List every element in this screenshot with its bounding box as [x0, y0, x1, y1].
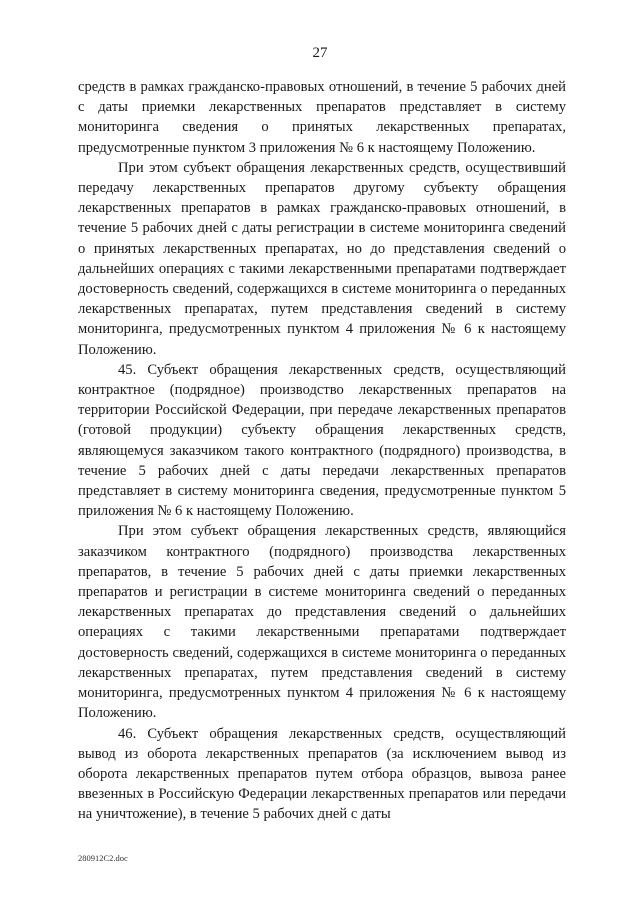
- paragraph-continuation: средств в рамках гражданско-правовых отношений, в течение 5 рабочих дней с даты приемки лекарственных препаратов представляет в систему мониторинга сведения о принятых лекарственных препаратах, предусмотренные пунктом 3 приложения № 6 к настоящему Положению.: [78, 79, 566, 156]
- paragraph-clause-45: 45. Субъект обращения лекарственных средств, осуществляющий контрактное (подрядное) производство лекарственных препаратов на территории Российской Федерации, при передаче лекарственных препаратов (готовой продукции) субъекту обращения лекарственных средств, являющемуся заказчиком такого контрактного (подрядного) производства, в течение 5 рабочих дней с даты передачи лекарственных препаратов представляет в систему мониторинга сведения, предусмотренные пунктом 5 приложения № 6 к настоящему Положению.: [78, 361, 566, 520]
- file-name-footer: 280912C2.doc: [78, 853, 128, 863]
- paragraph-clause-46: 46. Субъект обращения лекарственных средств, осуществляющий вывод из оборота лекарственных препаратов (за исключением вывод из оборота лекарственных препаратов путем отбора образцов, вывоза ранее ввезенных в Российскую Федерации лекарственных препаратов или передачи на уничтожение), в течение 5 рабочих дней с даты: [78, 725, 566, 823]
- page-number: 27: [312, 45, 328, 61]
- document-body: [78, 77, 566, 825]
- paragraph-transfer-confirmation: При этом субъект обращения лекарственных средств, осуществивший передачу лекарственных препаратов другому субъекту обращения лекарственных препаратов в рамках гражданско-правовых отношений, в течение 5 рабочих дней с даты регистрации в системе мониторинга сведений о принятых лекарственных препаратах, но до представления сведений о дальнейших операциях с такими лекарственными препаратами подтверждает достоверность сведений, содержащихся в системе мониторинга о переданных лекарственных препаратах, путем представления сведений в систему мониторинга, предусмотренных пунктом 4 приложения № 6 к настоящему Положению.: [78, 159, 566, 358]
- paragraph-customer-confirmation: При этом субъект обращения лекарственных средств, являющийся заказчиком контрактного (подрядного) производства лекарственных препаратов, в течение 5 рабочих дней с даты приемки лекарственных препаратов и регистрации в системе мониторинга сведений о переданных лекарственных препаратах до представления сведений о дальнейших операциях с такими лекарственными препаратами подтверждает достоверность сведений, содержащихся в системе мониторинга о переданных лекарственных препаратах, путем представления сведений в систему мониторинга, предусмотренных пунктом 4 приложения № 6 к настоящему Положению.: [78, 523, 566, 722]
